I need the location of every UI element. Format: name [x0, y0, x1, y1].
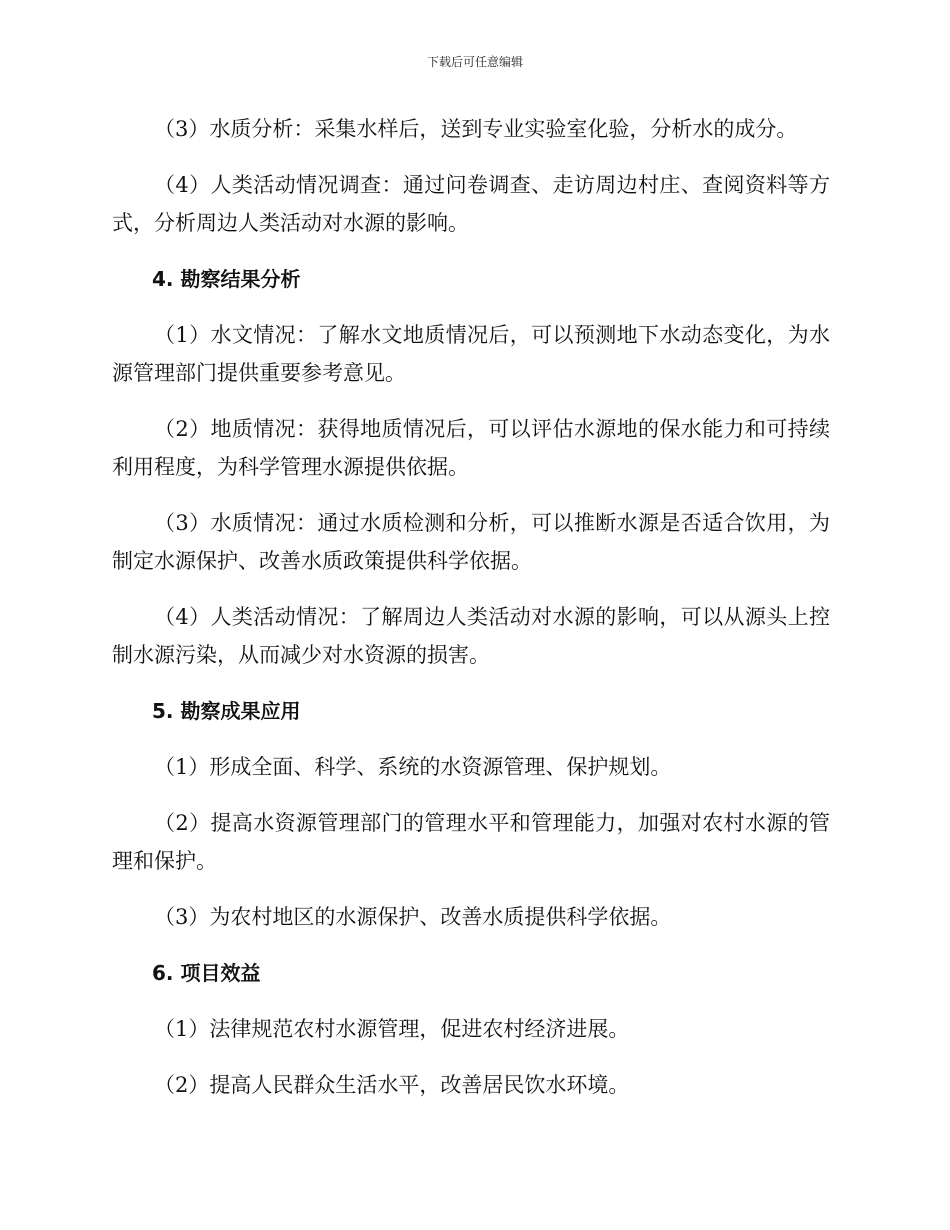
paragraph-water-quality-result: （3）水质情况：通过水质检测和分析，可以推断水源是否适合饮用，为制定水源保护、改善水质政策提供科学依据。: [112, 511, 830, 573]
paragraph-application-protection: （3）为农村地区的水源保护、改善水质提供科学依据。: [154, 905, 672, 929]
paragraph-water-quality-analysis: （3）水质分析：采集水样后，送到专业实验室化验，分析水的成分。: [154, 117, 798, 141]
document-body: [112, 110, 830, 1122]
section-heading-project-benefits: 6. 项目效益: [152, 961, 261, 985]
section-heading-survey-results: 4. 勘察结果分析: [152, 267, 301, 291]
section-heading-results-application: 5. 勘察成果应用: [152, 699, 301, 723]
paragraph-geology-result: （2）地质情况：获得地质情况后，可以评估水源地的保水能力和可持续利用程度，为科学管理水源提供依据。: [112, 417, 830, 479]
paragraph-benefit-living: （2）提高人民群众生活水平，改善居民饮水环境。: [154, 1073, 630, 1097]
paragraph-benefit-legal: （1）法律规范农村水源管理，促进农村经济进展。: [154, 1017, 630, 1041]
paragraph-hydrology-result: （1）水文情况：了解水文地质情况后，可以预测地下水动态变化，为水源管理部门提供重要参考意见。: [112, 323, 830, 385]
paragraph-application-planning: （1）形成全面、科学、系统的水资源管理、保护规划。: [154, 755, 672, 779]
paragraph-human-activity-survey: （4）人类活动情况调查：通过问卷调查、走访周边村庄、查阅资料等方式，分析周边人类活动对水源的影响。: [112, 173, 830, 235]
paragraph-human-activity-result: （4）人类活动情况：了解周边人类活动对水源的影响，可以从源头上控制水源污染，从而减少对水资源的损害。: [112, 605, 830, 667]
page-header-note: 下载后可任意编辑: [426, 55, 523, 69]
paragraph-application-management: （2）提高水资源管理部门的管理水平和管理能力，加强对农村水源的管理和保护。: [112, 811, 830, 873]
